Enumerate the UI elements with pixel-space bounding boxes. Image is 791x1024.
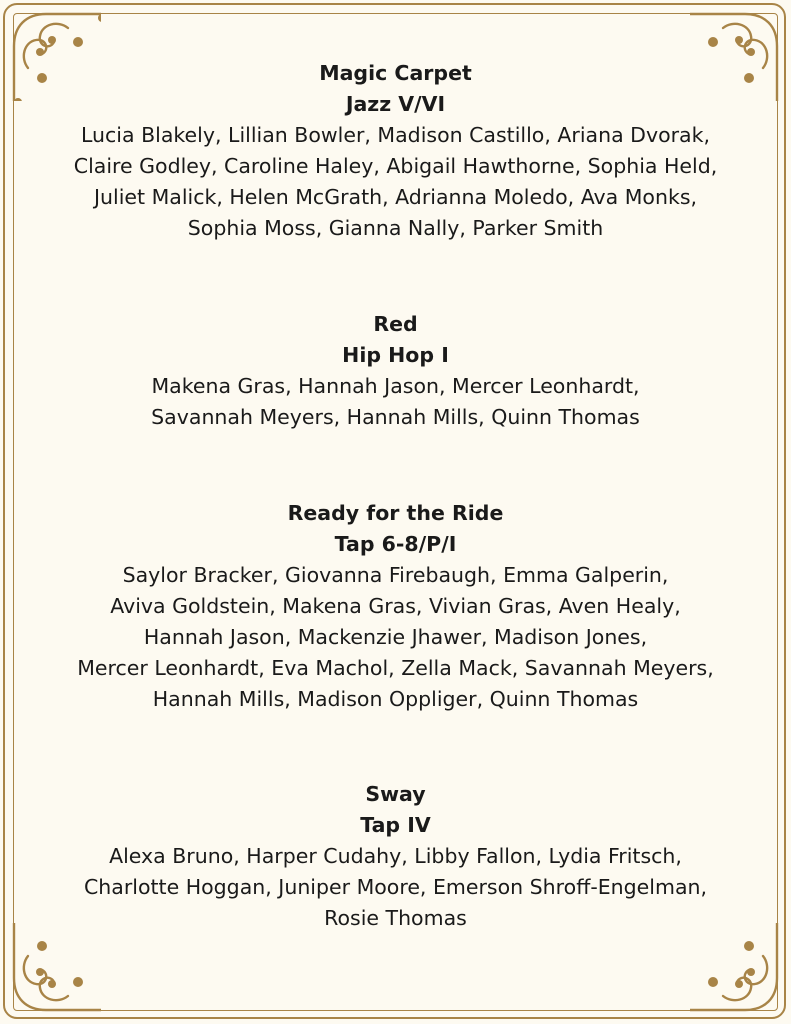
corner-flourish-bottom-right-icon <box>690 923 785 1018</box>
piece-title: Ready for the Ride <box>287 501 504 525</box>
section-red <box>40 309 751 433</box>
dancer-names: Saylor Bracker, Giovanna Firebaugh, Emma Galperin, Aviva Goldstein, Makena Gras, Vivian Gras, Aven Healy, Hannah Jason, Mackenzie Jhawer, Madison Jones, Mercer Leonhardt, Eva Machol, Zella Mack, Savannah Meyers, Hannah Mills, Madison Oppliger, Quinn Thomas <box>77 563 714 711</box>
section-ready-for-the-ride <box>40 498 751 715</box>
class-level: Tap IV <box>360 813 431 837</box>
piece-title: Sway <box>365 782 426 806</box>
class-level: Tap 6-8/P/I <box>334 532 457 556</box>
dancer-names: Alexa Bruno, Harper Cudahy, Libby Fallon, Lydia Fritsch, Charlotte Hoggan, Juniper Moore, Emerson Shroff-Engelman, Rosie Thomas <box>83 844 708 930</box>
piece-title: Magic Carpet <box>319 61 472 85</box>
class-level: Hip Hop I <box>342 343 449 367</box>
class-level: Jazz V/VI <box>345 92 446 116</box>
section-magic-carpet <box>40 58 751 244</box>
section-sway <box>40 779 751 934</box>
dancer-names: Makena Gras, Hannah Jason, Mercer Leonhardt, Savannah Meyers, Hannah Mills, Quinn Thomas <box>151 374 640 429</box>
piece-title: Red <box>373 312 418 336</box>
corner-flourish-bottom-left-icon <box>6 923 101 1018</box>
dancer-names: Lucia Blakely, Lillian Bowler, Madison Castillo, Ariana Dvorak, Claire Godley, Caroline Haley, Abigail Hawthorne, Sophia Held, Juliet Malick, Helen McGrath, Adrianna Moledo, Ava Monks, Sophia Moss, Gianna Nally, Parker Smith <box>73 123 718 240</box>
